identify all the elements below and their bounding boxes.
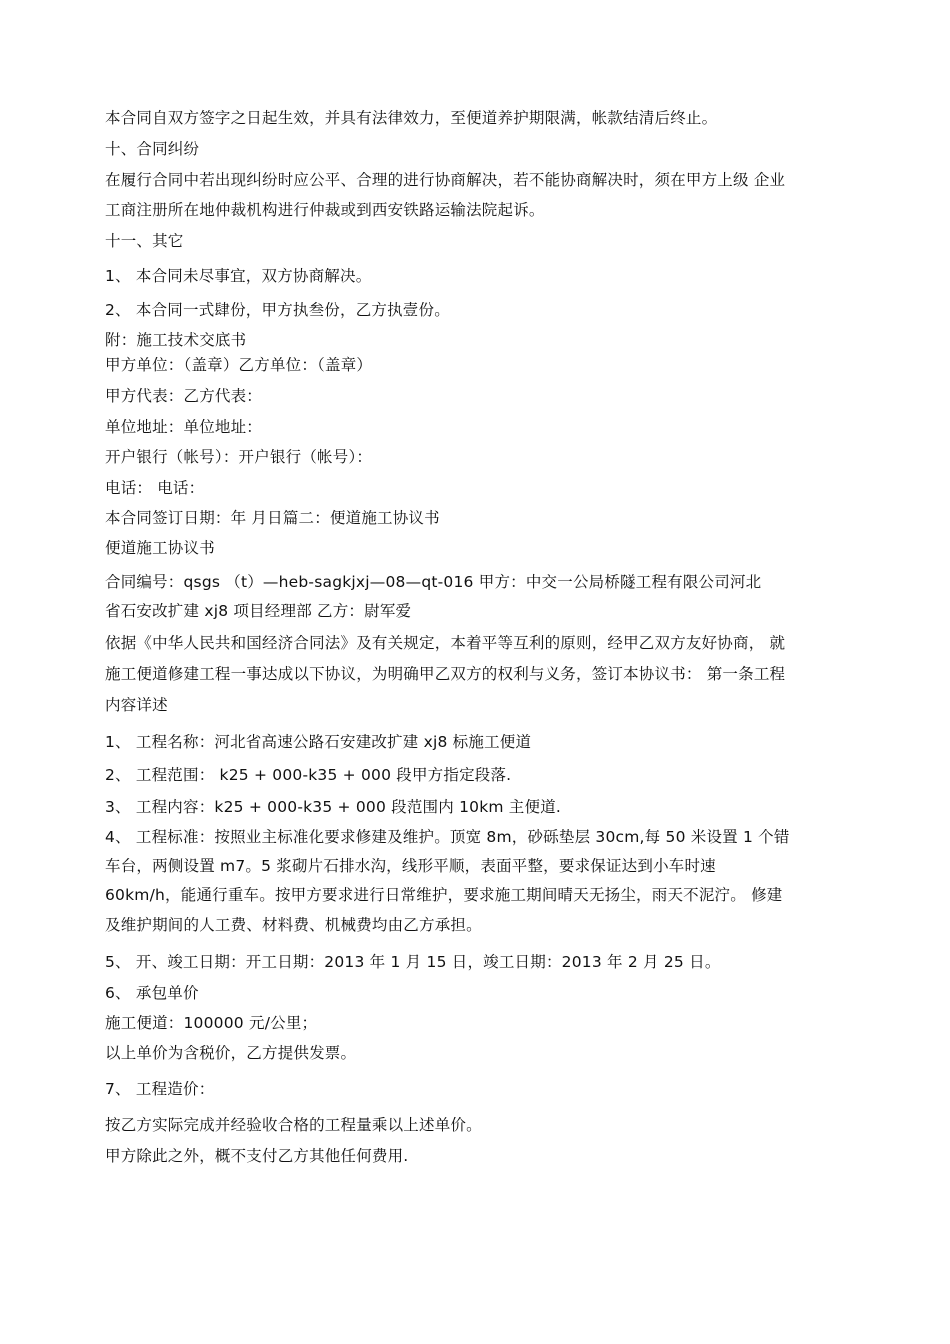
paragraph-dispute-line-1: 在履行合同中若出现纠纷时应公平、合理的进行协商解决，若不能协商解决时，须在甲方上级 企业: [105, 171, 786, 189]
list-item-other-1: 1、 本合同未尽事宜，双方协商解决。: [105, 267, 372, 285]
heading-section-11: 十一、其它: [105, 232, 184, 250]
contract-number-line-1: 合同编号：qsgs （t）—heb-sagkjxj—08—qt-016 甲方：中交一公局桥隧工程有限公司河北: [105, 573, 762, 591]
total-cost-basis-line: 按乙方实际完成并经验收合格的工程量乘以上述单价。: [105, 1116, 482, 1134]
paragraph-effective-date: 本合同自双方签字之日起生效，并具有法律效力，至便道养护期限满，帐款结清后终止。: [105, 109, 718, 127]
list-item-standard-line-4: 及维护期间的人工费、材料费、机械费均由乙方承担。: [105, 916, 482, 934]
attachment-line: 附：施工技术交底书: [105, 331, 247, 349]
list-item-standard-line-1: 4、 工程标准：按照业主标准化要求修建及维护。顶宽 8m，砂砾垫层 30cm,每 50 米设置 1 个错: [105, 828, 790, 846]
signing-date-line: 本合同签订日期：年 月日篇二：便道施工协议书: [105, 509, 440, 527]
list-item-total-cost: 7、 工程造价：: [105, 1080, 215, 1098]
paragraph-dispute-line-2: 工商注册所在地仲裁机构进行仲裁或到西安铁路运输法院起诉。: [105, 201, 545, 219]
party-representatives-line: 甲方代表：乙方代表：: [105, 387, 263, 405]
agreement-title: 便道施工协议书: [105, 539, 215, 557]
no-other-payment-line: 甲方除此之外，概不支付乙方其他任何费用.: [105, 1147, 409, 1165]
list-item-other-2: 2、 本合同一式肆份，甲方执叁份，乙方执壹份。: [105, 301, 450, 319]
basis-paragraph-line-3: 内容详述: [105, 696, 168, 714]
party-units-line: 甲方单位：（盖章）乙方单位：（盖章）: [105, 356, 373, 374]
basis-paragraph-line-2: 施工便道修建工程一事达成以下协议，为明确甲乙双方的权利与义务，签订本协议书： 第一条工程: [105, 665, 786, 683]
list-item-unit-price: 6、 承包单价: [105, 984, 199, 1002]
list-item-standard-line-2: 车台，两侧设置 m7。5 浆砌片石排水沟，线形平顺，表面平整，要求保证达到小车时速: [105, 857, 716, 875]
party-phone-line: 电话： 电话：: [105, 479, 205, 497]
list-item-project-content: 3、 工程内容：k25 + 000-k35 + 000 段范围内 10km 主便道.: [105, 798, 562, 816]
list-item-project-name: 1、 工程名称：河北省高速公路石安建改扩建 xj8 标施工便道: [105, 733, 532, 751]
unit-price-value-line: 施工便道：100000 元/公里；: [105, 1014, 318, 1032]
list-item-standard-line-3: 60km/h，能通行重车。按甲方要求进行日常维护，要求施工期间晴天无扬尘，雨天不泥泞。 修建: [105, 886, 783, 904]
list-item-project-scope: 2、 工程范围： k25 + 000-k35 + 000 段甲方指定段落.: [105, 766, 512, 784]
unit-price-tax-note: 以上单价为含税价，乙方提供发票。: [105, 1044, 357, 1062]
list-item-schedule: 5、 开、竣工日期：开工日期：2013 年 1 月 15 日，竣工日期：2013 年 2 月 25 日。: [105, 953, 721, 971]
party-bank-line: 开户银行（帐号）：开户银行（帐号）：: [105, 448, 373, 466]
contract-number-line-2: 省石安改扩建 xj8 项目经理部 乙方：尉军爱: [105, 602, 412, 620]
heading-section-10: 十、合同纠纷: [105, 140, 200, 158]
basis-paragraph-line-1: 依据《中华人民共和国经济合同法》及有关规定，本着平等互利的原则，经甲乙双方友好协商， 就: [105, 634, 786, 652]
party-addresses-line: 单位地址：单位地址：: [105, 418, 263, 436]
